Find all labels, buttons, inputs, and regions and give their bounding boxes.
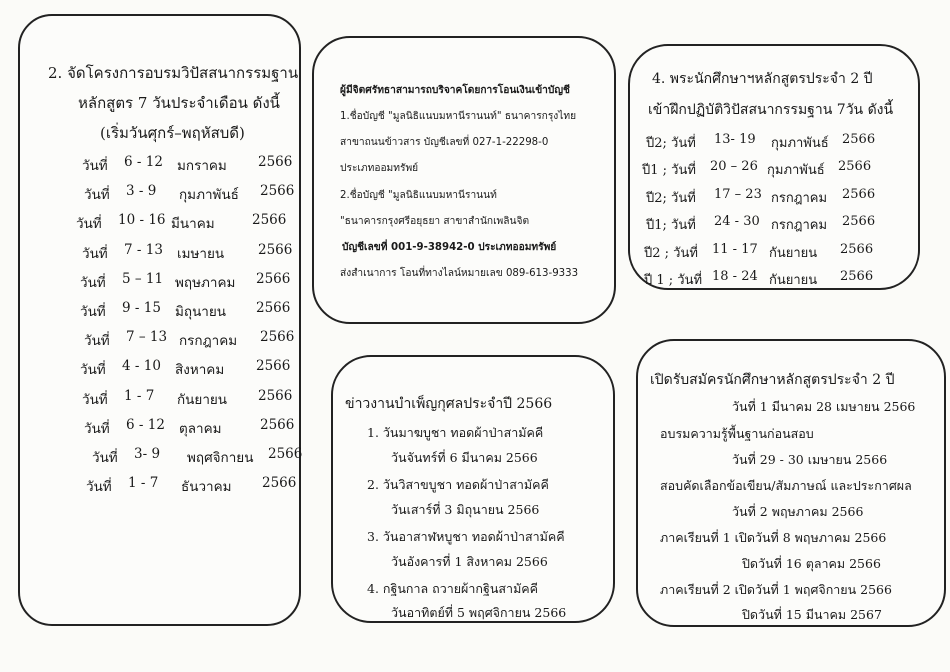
box1-schedule-year: 2566 [258,387,293,404]
box1-schedule-days: 5 – 11 [122,270,164,287]
semester-1-open: ภาคเรียนที่ 1 เปิดวันที่ 8 พฤษภาคม 2566 [660,530,887,545]
box1-schedule-month: มีนาคม [171,216,215,233]
box3-schedule-month: กรกฎาคม [771,190,828,206]
semester-2-open: ภาคเรียนที่ 2 เปิดวันที่ 1 พฤศจิกายน 2566 [660,582,892,597]
box1-schedule-month: สิงหาคม [175,362,225,379]
box1-schedule-days: 10 - 16 [118,212,166,229]
box1-schedule-year: 2566 [262,475,297,492]
box1-schedule-month: ตุลาคม [179,420,222,437]
box1-schedule-month: พฤษภาคม [175,274,236,291]
box1-schedule-month: ธันวาคม [181,479,232,496]
selection-exam-date: วันที่ 2 พฤษภาคม 2566 [732,504,864,519]
enrollment-info-box [636,339,946,627]
box1-schedule-year: 2566 [258,154,293,170]
box3-schedule-days: 20 – 26 [710,159,758,175]
box1-schedule-label: วันที่ [80,362,106,379]
meditation-schedule-box [18,14,301,626]
box3-schedule-year: 2566 [840,269,874,284]
box1-schedule-days: 7 - 13 [124,241,163,258]
event-4-name: 4. กฐินกาล ถวายผ้ากฐินสามัคคี [367,581,539,596]
box4-title: ข่าวงานบำเพ็ญกุศลประจำปี 2566 [345,396,553,412]
event-1-name: 1. วันมาฆบูชา ทอดผ้าป่าสามัคคี [367,425,544,440]
box1-schedule-label: วันที่ [86,479,112,496]
box1-schedule-year: 2566 [256,270,291,287]
box1-title-line1: 2. จัดโครงการอบรมวิปัสสนากรรมฐาน [48,64,299,82]
box1-schedule-month: เมษายน [177,245,225,262]
event-2-name: 2. วันวิสาขบูชา ทอดผ้าป่าสามัคคี [367,477,549,492]
box1-schedule-days: 1 - 7 [124,387,155,404]
box3-schedule-days: 13- 19 [714,132,756,147]
box3-schedule-days: 11 - 17 [712,241,758,257]
donation-intro: ผู้มีจิตศรัทธาสามารถบริจาคโดยการโอนเงินเข้าบัญชี [340,85,570,96]
merit-events-box [331,355,615,623]
box3-schedule-month: กันยายน [769,273,818,288]
box1-schedule-label: วันที่ [82,391,108,408]
box3-schedule-label: ปี2; วันที่ [646,190,696,206]
box3-schedule-label: ปี1 ; วันที่ [642,163,696,179]
box3-schedule-label: ปี 1 ; วันที่ [644,273,703,288]
box3-schedule-year: 2566 [842,186,876,202]
event-2-date: วันเสาร์ที่ 3 มิถุนายน 2566 [391,502,540,517]
box3-schedule-year: 2566 [842,214,876,230]
semester-2-close: ปิดวันที่ 15 มีนาคม 2567 [742,607,882,622]
box3-schedule-days: 24 - 30 [714,214,760,230]
pre-exam-training-date: วันที่ 29 - 30 เมษายน 2566 [732,452,888,467]
selection-exam-label: สอบคัดเลือกข้อเขียน/สัมภาษณ์ และประกาศผล [660,478,912,493]
box3-schedule-label: ปี1; วันที่ [646,218,696,234]
box1-schedule-month: มิถุนายน [175,304,227,320]
box1-schedule-label: วันที่ [84,333,110,350]
box1-schedule-year: 2566 [260,329,295,346]
box1-schedule-year: 2566 [252,212,287,229]
box3-schedule-year: 2566 [840,241,874,257]
box1-schedule-month: พฤศจิกายน [187,450,254,466]
box5-title: เปิดรับสมัครนักศึกษาหลักสูตรประจำ 2 ปี [650,372,895,388]
box1-schedule-days: 4 - 10 [122,358,161,375]
box1-title-line3: (เริ่มวันศุกร์–พฤหัสบดี) [100,124,245,142]
box1-schedule-days: 3- 9 [134,446,161,462]
account-2-number: บัญชีเลขที่ 001-9-38942-0 ประเภทออมทรัพย์ [342,242,557,253]
application-period: วันที่ 1 มีนาคม 28 เมษายน 2566 [732,399,916,414]
semester-1-close: ปิดวันที่ 16 ตุลาคม 2566 [742,556,881,571]
box1-schedule-year: 2566 [258,241,293,258]
box3-title-line2: เข้าฝึกปฏิบัติวิปัสสนากรรมฐาน 7วัน ดังนี้ [648,102,894,118]
event-1-date: วันจันทร์ที่ 6 มีนาคม 2566 [391,450,538,465]
account-1-number: สาขาถนนข้าวสาร บัญชีเลขที่ 027-1-22298-0 [340,137,549,148]
monk-student-practice-box [628,44,920,290]
box1-schedule-month: กุมภาพันธ์ [179,187,239,204]
box1-schedule-days: 9 - 15 [122,300,161,316]
donation-info-box [312,36,616,324]
box1-schedule-year: 2566 [256,300,291,316]
box1-schedule-days: 1 - 7 [128,475,159,492]
box1-schedule-label: วันที่ [92,450,118,466]
box3-schedule-year: 2566 [838,159,872,175]
account-1-type: ประเภทออมทรัพย์ [340,163,419,174]
box3-schedule-month: กันยายน [769,245,818,261]
box3-schedule-month: กุมภาพันธ์ [767,163,825,179]
box3-schedule-month: กุมภาพันธ์ [771,136,829,151]
event-3-date: วันอังคารที่ 1 สิงหาคม 2566 [391,554,548,569]
box3-schedule-year: 2566 [842,132,876,147]
box1-schedule-label: วันที่ [84,187,110,204]
box3-schedule-label: ปี2 ; วันที่ [644,245,698,261]
box1-title-line2: หลักสูตร 7 วันประจำเดือน ดังนี้ [78,94,280,112]
box3-schedule-month: กรกฎาคม [771,218,828,234]
box1-schedule-year: 2566 [260,183,295,200]
box1-schedule-label: วันที่ [76,216,102,233]
box1-schedule-days: 6 - 12 [126,416,165,433]
box1-schedule-month: มกราคม [177,158,227,174]
box1-schedule-label: วันที่ [80,304,106,320]
account-1-name: 1.ชื่อบัญชี "มูลนิธิแนบมหานีรานนท์" ธนาคารกรุงไทย [340,111,577,122]
account-2-name: 2.ชื่อบัญชี "มูลนิธิแนบมหานีรานนท์ [340,190,497,201]
pre-exam-training-label: อบรมความรู้พื้นฐานก่อนสอบ [660,426,814,441]
box1-schedule-label: วันที่ [82,158,108,174]
box1-schedule-days: 3 - 9 [126,183,157,200]
box3-title-line1: 4. พระนักศึกษาฯหลักสูตรประจำ 2 ปี [652,71,873,87]
box1-schedule-label: วันที่ [84,420,110,437]
box1-schedule-month: กันยายน [177,391,228,408]
box1-schedule-label: วันที่ [82,245,108,262]
box1-schedule-month: กรกฎาคม [179,333,238,350]
box1-schedule-days: 6 - 12 [124,154,163,170]
box3-schedule-label: ปี2; วันที่ [646,136,696,151]
box1-schedule-year: 2566 [256,358,291,375]
transfer-line-note: ส่งสำเนาการ โอนที่ทางไลน์หมายเลข 089-613-9333 [340,268,579,279]
event-3-name: 3. วันอาสาฬหบูชา ทอดผ้าป่าสามัคคี [367,529,565,544]
account-2-bank: "ธนาคารกรุงศรีอยุธยา สาขาสำนักเพลินจิต [340,216,530,227]
box1-schedule-year: 2566 [260,416,295,433]
event-4-date: วันอาทิตย์ที่ 5 พฤศจิกายน 2566 [391,605,567,620]
box3-schedule-days: 17 – 23 [714,186,762,202]
box1-schedule-label: วันที่ [80,274,106,291]
box3-schedule-days: 18 - 24 [712,269,758,284]
box1-schedule-year: 2566 [268,446,303,462]
box1-schedule-days: 7 – 13 [126,329,168,346]
